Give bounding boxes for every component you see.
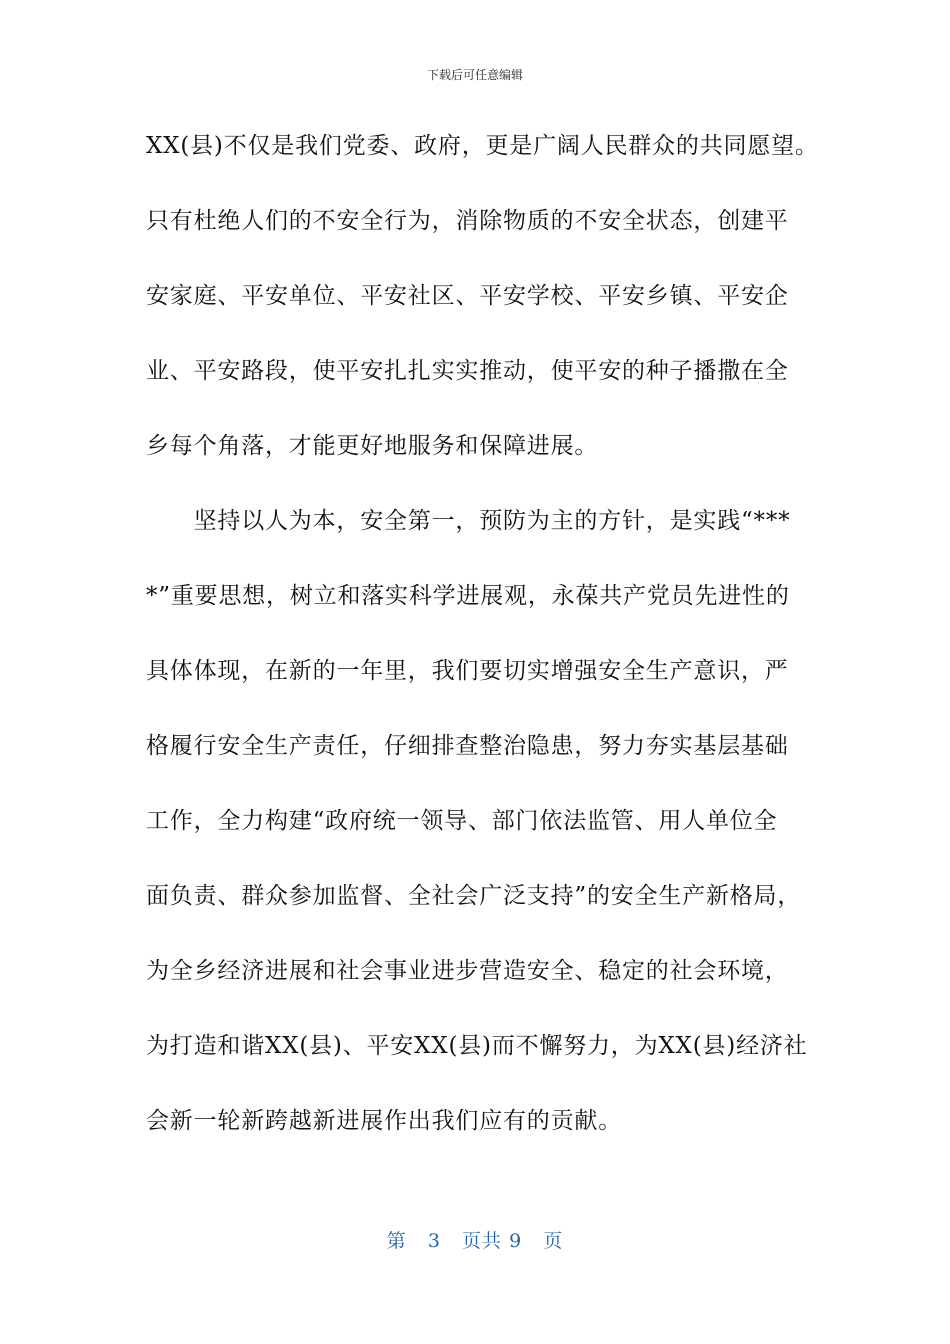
footer-label-suffix: 页 bbox=[543, 1230, 564, 1252]
text-line: 会新一轮新跨越新进展作出我们应有的贡献。 bbox=[146, 1108, 622, 1134]
current-page-number: 3 bbox=[427, 1230, 441, 1252]
text-line: 为打造和谐XX(县)、平安XX(县)而不懈努力，为XX(县)经济社 bbox=[146, 1033, 808, 1059]
text-line: 业、平安路段，使平安扎扎实实推动，使平安的种子播撒在全 bbox=[146, 358, 789, 384]
text-line: XX(县)不仅是我们党委、政府，更是广阔人民群众的共同愿望。 bbox=[146, 133, 819, 159]
text-line: 格履行安全生产责任，仔细排查整治隐患，努力夯实基层基础 bbox=[146, 733, 789, 759]
text-line: 安家庭、平安单位、平安社区、平安学校、平安乡镇、平安企 bbox=[146, 283, 789, 309]
text-line: 乡每个角落，才能更好地服务和保障进展。 bbox=[146, 433, 599, 459]
total-pages-number: 9 bbox=[509, 1230, 523, 1252]
text-line: *”重要思想，树立和落实科学进展观，永葆共产党员先进性的 bbox=[146, 583, 790, 609]
text-line: 面负责、群众参加监督、全社会广泛支持”的安全生产新格局， bbox=[146, 883, 802, 909]
footer-label-middle: 页共 bbox=[462, 1230, 503, 1252]
text-line: 具体体现，在新的一年里，我们要切实增强安全生产意识，严 bbox=[146, 658, 789, 684]
footer-label-prefix: 第 bbox=[386, 1230, 407, 1252]
text-line: 工作，全力构建“政府统一领导、部门依法监管、用人单位全 bbox=[146, 808, 778, 834]
text-line: 只有杜绝人们的不安全行为，消除物质的不安全状态，创建平 bbox=[146, 208, 789, 234]
page-footer bbox=[0, 1226, 950, 1253]
text-line: 坚持以人为本，安全第一，预防为主的方针，是实践“*** bbox=[146, 508, 791, 534]
text-line: 为全乡经济进展和社会事业进步营造安全、稳定的社会环境， bbox=[146, 958, 789, 984]
header-note: 下载后可任意编辑 bbox=[426, 68, 523, 82]
